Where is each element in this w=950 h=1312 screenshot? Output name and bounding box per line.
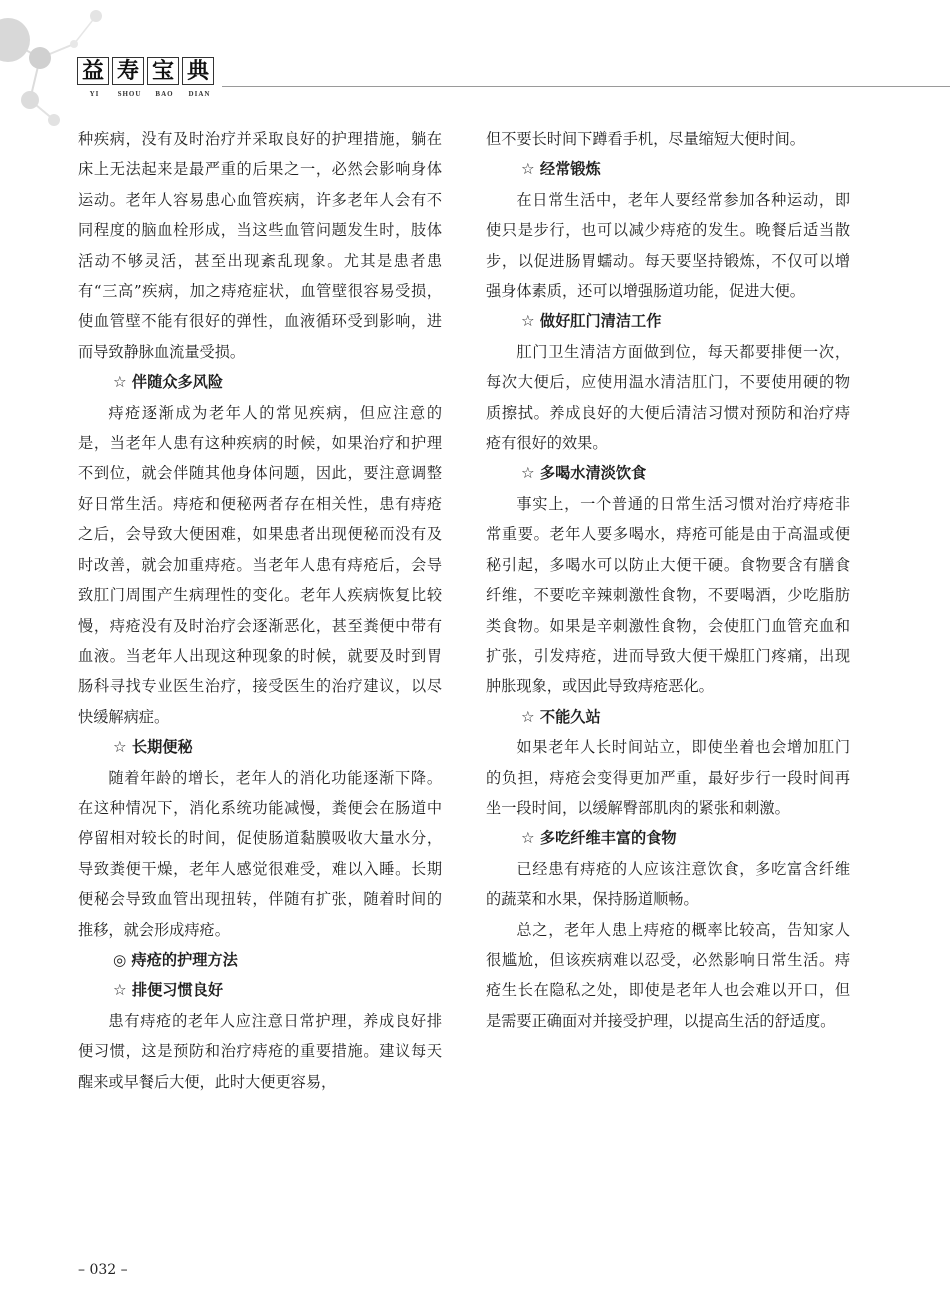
brand-pinyin xyxy=(77,90,217,98)
section-heading: ◎ 痔疮的护理方法 xyxy=(113,950,238,969)
body-paragraph: 肛门卫生清洁方面做到位，每天都要排便一次，每次大便后，应使用温水清洁肛门，不要使用硬的物质擦拭。养成良好的大便后清洁习惯对预防和治疗痔疮有很好的效果。 xyxy=(486,342,850,453)
body-paragraph: 如果老年人长时间站立，即使坐着也会增加肛门的负担，痔疮会变得更加严重，最好步行一段时间再坐一段时间，以缓解臀部肌肉的紧张和刺激。 xyxy=(486,738,850,817)
subsection-heading: ☆ 长期便秘 xyxy=(113,738,193,757)
body-paragraph: 事实上，一个普通的日常生活习惯对治疗痔疮非常重要。老年人要多喝水，痔疮可能是由于高温或便秘引起，多喝水可以防止大便干硬。食物要含有膳食纤维，不要吃辛辣刺激性食物，不要喝酒，少吃脂肪类食物。如果是辛刺激性食物，会使肛门血管充血和扩张，引发痔疮，进而导致大便干燥肛门疼痛，出现肿胀现象，或因此导致痔疮恶化。 xyxy=(486,494,850,696)
body-paragraph: 痔疮逐渐成为老年人的常见疾病，但应注意的是，当老年人患有这种疾病的时候，如果治疗和护理不到位，就会伴随其他身体问题，因此，要注意调整好日常生活。痔疮和便秘两者存在相关性，患有痔疮之后，会导致大便困难，如果患者出现便秘而没有及时改善，就会加重痔疮。当老年人患有痔疮后，会导致肛门周围产生病理性的变化。老年人疾病恢复比较慢，痔疮没有及时治疗会逐渐恶化，甚至粪便中带有血液。当老年人出现这种现象的时候，就要及时到胃肠科寻找专业医生治疗，接受医生的治疗建议，以尽快缓解病症。 xyxy=(78,403,442,726)
page-number: – 032 – xyxy=(78,1262,128,1278)
pinyin-label: DIAN xyxy=(188,90,211,98)
subsection-heading: ☆ 伴随众多风险 xyxy=(113,373,224,392)
body-paragraph: 已经患有痔疮的人应该注意饮食，多吃富含纤维的蔬菜和水果，保持肠道顺畅。 xyxy=(486,859,850,909)
page-header xyxy=(0,0,950,130)
body-paragraph: 在日常生活中，老年人要经常参加各种运动，即使只是步行，也可以减少痔疮的发生。晚餐后适当散步，以促进肠胃蠕动。每天要坚持锻炼，不仅可以增强身体素质，还可以增强肠道功能，促进大便。 xyxy=(486,190,850,301)
body-paragraph: 患有痔疮的老年人应注意日常护理，养成良好排便习惯，这是预防和治疗痔疮的重要措施。建议每天醒来或早餐后大便，此时大便更容易， xyxy=(78,1011,442,1091)
body-paragraph: 总之，老年人患上痔疮的概率比较高，告知家人很尴尬，但该疾病难以忍受，必然影响日常生活。痔疮生长在隐私之处，即使是老年人也会难以开口，但是需要正确面对并接受护理，以提高生活的舒适度。 xyxy=(486,920,850,1030)
right-column xyxy=(486,124,850,1036)
left-column xyxy=(78,124,442,1097)
pinyin-label: BAO xyxy=(155,90,174,98)
subsection-heading: ☆ 多喝水清淡饮食 xyxy=(521,464,647,483)
subsection-heading: ☆ 不能久站 xyxy=(521,707,601,726)
brand-char: 益 xyxy=(77,57,109,85)
body-paragraph: 随着年龄的增长，老年人的消化功能逐渐下降。在这种情况下，消化系统功能减慢，粪便会在肠道中停留相对较长的时间，促使肠道黏膜吸收大量水分，导致粪便干燥，老年人感觉很难受，难以入睡。长期便秘会导致血管出现扭转，伴随有扩张，随着时间的推移，就会形成痔疮。 xyxy=(78,768,442,939)
subsection-heading: ☆ 做好肛门清洁工作 xyxy=(521,312,662,331)
header-rule xyxy=(222,86,950,87)
subsection-heading: ☆ 多吃纤维丰富的食物 xyxy=(521,829,677,848)
subsection-heading: ☆ 排便习惯良好 xyxy=(113,981,224,1000)
brand-char: 寿 xyxy=(112,57,144,85)
magazine-brand xyxy=(77,57,214,85)
pinyin-label: YI xyxy=(89,90,100,98)
pinyin-label: SHOU xyxy=(117,90,142,98)
body-paragraph: 但不要长时间下蹲看手机，尽量缩短大便时间。 xyxy=(486,130,805,148)
body-paragraph: 种疾病，没有及时治疗并采取良好的护理措施，躺在床上无法起来是最严重的后果之一，必然会影响身体运动。老年人容易患心血管疾病，许多老年人会有不同程度的脑血栓形成，当这些血管问题发生时，肢体活动不够灵活，甚至出现紊乱现象。尤其是患者患有“三高”疾病，加之痔疮症状，血管壁很容易受损，使血管壁不能有很好的弹性，血液循环受到影响，进而导致静脉血流量受损。 xyxy=(78,130,442,361)
brand-char: 典 xyxy=(182,57,214,85)
subsection-heading: ☆ 经常锻炼 xyxy=(521,160,601,179)
brand-char: 宝 xyxy=(147,57,179,85)
